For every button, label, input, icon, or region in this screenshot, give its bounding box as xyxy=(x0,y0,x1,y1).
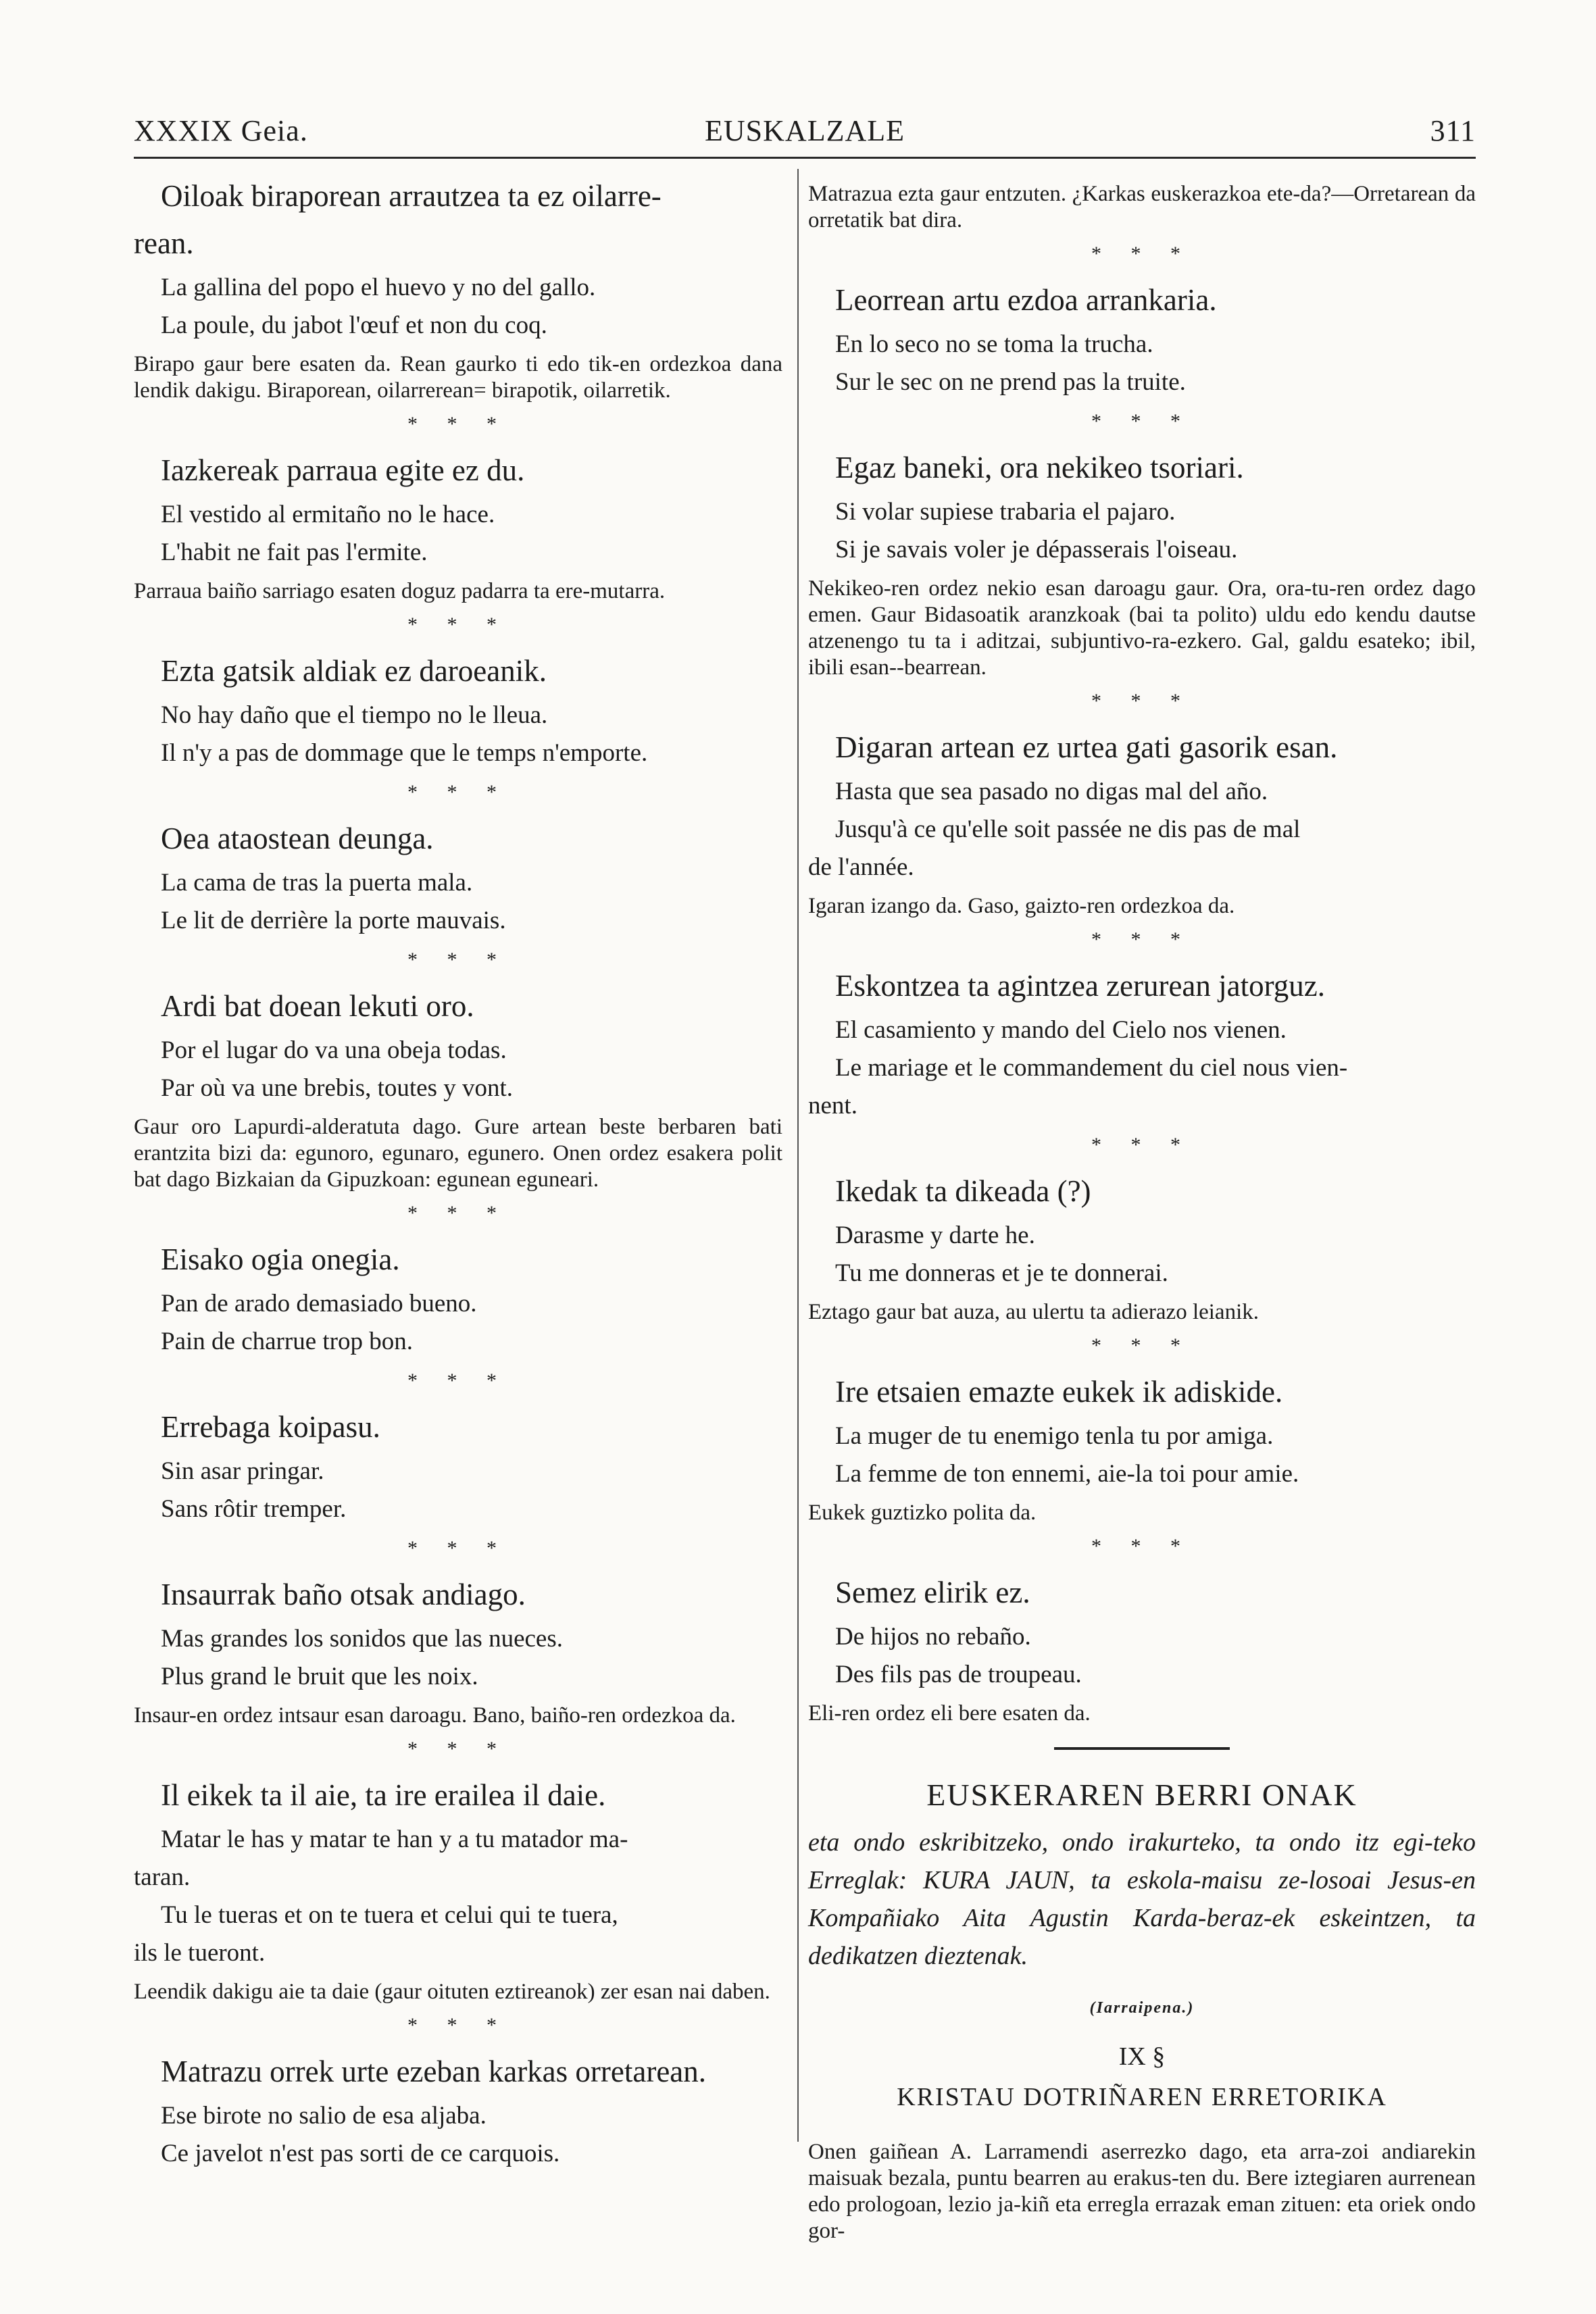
right-entries xyxy=(808,181,1476,1727)
separator-stars: * * * xyxy=(407,613,509,636)
proverb-title: Leorrean artu ezdoa arrankaria. xyxy=(835,283,1217,317)
french-translation: Tu le tueras et on te tuera et celui qui te tuera, xyxy=(161,1901,618,1929)
french-translation: Pain de charrue trop bon. xyxy=(161,1328,413,1355)
proverb-entry xyxy=(808,1169,1476,1326)
spanish-translation: El casamiento y mando del Cielo nos vienen. xyxy=(835,1016,1287,1044)
separator-stars: * * * xyxy=(407,1202,509,1224)
separator-stars: * * * xyxy=(407,2014,509,2036)
commentary-note: Nekikeo-ren ordez nekio esan daroagu gaur. Ora, ora-tu-ren ordez dago emen. Gaur Bidasoatik aranzkoak (bai ta polito) uldu edo kendu dautse atzenengo tu ta i aditzai, subjuntivo-ra-ezkero. Gal, galdu esateko; ibil, ibili esan--bearrean. xyxy=(808,576,1476,680)
proverb-title: Ikedak ta dikeada (?) xyxy=(835,1174,1091,1208)
journal-title: EUSKALZALE xyxy=(705,114,905,147)
separator-stars: * * * xyxy=(407,781,509,803)
french-translation: Si je savais voler je dépasserais l'oiseau. xyxy=(835,536,1238,563)
french-translation: La poule, du jabot l'œuf et non du coq. xyxy=(161,311,547,339)
separator-stars: * * * xyxy=(407,413,509,435)
proverb-entry xyxy=(808,964,1476,1125)
proverb-title: Insaurrak baño otsak andiago. xyxy=(161,1578,526,1611)
proverb-entry xyxy=(134,649,782,772)
proverb-entry xyxy=(134,174,782,404)
spanish-translation: Darasme y darte he. xyxy=(835,1222,1035,1249)
header-rule xyxy=(134,157,1476,159)
separator-stars: * * * xyxy=(407,1537,509,1559)
proverb-title: Il eikek ta il aie, ta ire erailea il daie. xyxy=(161,1778,606,1812)
proverb-entry xyxy=(134,1774,782,2005)
french-translation: Le mariage et le commandement du ciel nous vien- xyxy=(835,1054,1348,1082)
proverb-entry xyxy=(134,1405,782,1528)
continuation-marker: (Iarraipena.) xyxy=(1089,1999,1195,2017)
spanish-translation: Sin asar pringar. xyxy=(161,1457,324,1485)
french-translation: Le lit de derrière la porte mauvais. xyxy=(161,907,506,934)
commentary-note: Insaur-en ordez intsaur esan daroagu. Bano, baiño-ren ordezkoa da. xyxy=(134,1703,736,1728)
french-translation: Jusqu'à ce qu'elle soit passée ne dis pas de mal xyxy=(835,815,1301,843)
french-translation: La femme de ton ennemi, aie-la toi pour amie. xyxy=(835,1460,1299,1488)
proverb-entry xyxy=(808,726,1476,920)
french-translation: L'habit ne fait pas l'ermite. xyxy=(161,538,428,566)
separator-stars: * * * xyxy=(1091,410,1193,432)
right-column xyxy=(808,174,1476,2244)
proverb-entry xyxy=(808,278,1476,401)
commentary-note: Eukek guztizko polita da. xyxy=(808,1501,1037,1525)
chapter-number: IX § xyxy=(1118,2042,1166,2071)
spanish-translation: Mas grandes los sonidos que las nueces. xyxy=(161,1625,563,1653)
commentary-note: Matrazua ezta gaur entzuten. ¿Karkas euskerazkoa ete-da?—Orretarean da orretatik bat dira. xyxy=(808,182,1476,232)
commentary-note: Eli-ren ordez eli bere esaten da. xyxy=(808,1701,1091,1726)
french-translation-cont: ils le tueront. xyxy=(134,1939,266,1967)
separator-stars: * * * xyxy=(407,949,509,971)
proverb-title: Oiloak biraporean arrautzea ta ez oilarre- xyxy=(161,179,662,213)
french-translation: Sur le sec on ne prend pas la truite. xyxy=(835,368,1186,396)
spanish-translation: Si volar supiese trabaria el pajaro. xyxy=(835,498,1176,526)
french-translation-cont: nent. xyxy=(808,1092,857,1120)
proverb-title: Egaz baneki, ora nekikeo tsoriari. xyxy=(835,451,1244,484)
proverb-title: Matrazu orrek urte ezeban karkas orretarean. xyxy=(161,2055,707,2088)
commentary-note: Birapo gaur bere esaten da. Rean gaurko ti edo tik-en ordezkoa dana lendik dakigu. Biraporean, oilarrerean= birapotik, oilarretik. xyxy=(134,352,782,403)
french-translation: Il n'y a pas de dommage que le temps n'emporte. xyxy=(161,739,648,767)
proverb-title: Oea ataostean deunga. xyxy=(161,822,434,855)
proverb-entry xyxy=(808,181,1476,234)
proverb-title-cont: rean. xyxy=(134,226,194,260)
spanish-translation: El vestido al ermitaño no le hace. xyxy=(161,501,495,528)
chapter-heading: KRISTAU DOTRIÑAREN ERRETORIKA xyxy=(897,2083,1387,2111)
running-header xyxy=(134,114,1476,154)
spanish-translation: Por el lugar do va una obeja todas. xyxy=(161,1036,507,1064)
separator-stars: * * * xyxy=(1091,928,1193,951)
proverb-title: Digaran artean ez urtea gati gasorik esan. xyxy=(835,730,1338,764)
proverb-entry xyxy=(134,984,782,1193)
separator-stars: * * * xyxy=(1091,243,1193,265)
proverb-title: Errebaga koipasu. xyxy=(161,1410,380,1444)
spanish-translation: La cama de tras la puerta mala. xyxy=(161,869,473,897)
page-number: 311 xyxy=(1430,114,1476,147)
proverb-entry xyxy=(134,449,782,605)
commentary-note: Igaran izango da. Gaso, gaizto-ren ordezkoa da. xyxy=(808,894,1235,918)
separator-stars: * * * xyxy=(1091,1334,1193,1357)
left-column xyxy=(134,174,782,2173)
spanish-translation: No hay daño que el tiempo no le lleua. xyxy=(161,701,548,729)
column-divider xyxy=(797,169,799,2142)
proverb-title: Ire etsaien emazte eukek ik adiskide. xyxy=(835,1375,1283,1409)
french-translation: Sans rôtir tremper. xyxy=(161,1495,347,1523)
spanish-translation: Ese birote no salio de esa aljaba. xyxy=(161,2102,487,2130)
proverb-title: Semez elirik ez. xyxy=(835,1576,1030,1609)
french-translation: Des fils pas de troupeau. xyxy=(835,1661,1082,1688)
proverb-title: Ezta gatsik aldiak ez daroeanik. xyxy=(161,654,547,688)
issue-number: XXXIX Geia. xyxy=(134,114,308,147)
spanish-translation: Hasta que sea pasado no digas mal del año. xyxy=(835,778,1268,805)
spanish-translation: De hijos no rebaño. xyxy=(835,1623,1031,1651)
proverb-title: Ardi bat doean lekuti oro. xyxy=(161,989,474,1023)
proverb-entry xyxy=(134,1573,782,1729)
spanish-translation: Matar le has y matar te han y a tu matador ma- xyxy=(161,1826,628,1853)
proverb-entry xyxy=(134,1238,782,1361)
section-body: Onen gaiñean A. Larramendi aserrezko dago, eta arra-zoi andiarekin maisuak bezala, puntu bearren au erakus-ten du. Bere iztegiaren aurrenean edo prologoan, lezio ja-kiñ eta erregla errazak eman zituen: eta oriek ondo gor- xyxy=(808,2140,1476,2243)
proverb-entry xyxy=(808,446,1476,681)
spanish-translation: En lo seco no se toma la trucha. xyxy=(835,330,1153,358)
section-subtitle: eta ondo eskribitzeko, ondo irakurteko, ta ondo itz egi-teko Erreglak: KURA JAUN, ta eskola-maisu ze-losoai Jesus-en Kompañiako Aita Agustin Karda-beraz-ek eskeintzen, ta dedikatzen dieztenak. xyxy=(808,1828,1476,1970)
french-translation: Par où va une brebis, toutes y vont. xyxy=(161,1074,513,1102)
proverb-entry xyxy=(808,1370,1476,1526)
separator-stars: * * * xyxy=(407,1369,509,1392)
french-translation: Plus grand le bruit que les noix. xyxy=(161,1663,478,1690)
french-translation: Ce javelot n'est pas sorti de ce carquois. xyxy=(161,2140,560,2167)
spanish-translation: Pan de arado demasiado bueno. xyxy=(161,1290,477,1317)
spanish-translation: La muger de tu enemigo tenla tu por amiga. xyxy=(835,1422,1274,1450)
commentary-note: Parraua baiño sarriago esaten doguz padarra ta ere-mutarra. xyxy=(134,579,666,603)
proverb-entry xyxy=(808,1571,1476,1727)
proverb-title: Iazkereak parraua egite ez du. xyxy=(161,453,525,487)
proverb-title: Eisako ogia onegia. xyxy=(161,1242,400,1276)
spanish-translation-cont: taran. xyxy=(134,1863,191,1891)
commentary-note: Gaur oro Lapurdi-alderatuta dago. Gure artean beste berbaren bati erantzita bizi da: egunoro, egunaro, egunero. Onen ordez esakera polit bat dago Bizkaian da Gipuzkoan: egunean eguneari. xyxy=(134,1115,782,1192)
separator-stars: * * * xyxy=(1091,1134,1193,1156)
section-title: EUSKERAREN BERRI ONAK xyxy=(926,1778,1357,1812)
spanish-translation: La gallina del popo el huevo y no del gallo. xyxy=(161,274,596,301)
commentary-note: Leendik dakigu aie ta daie (gaur oituten eztireanok) zer esan nai daben. xyxy=(134,1980,770,2004)
french-translation: Tu me donneras et je te donnerai. xyxy=(835,1259,1168,1287)
separator-stars: * * * xyxy=(1091,690,1193,712)
separator-stars: * * * xyxy=(1091,1535,1193,1557)
proverb-entry xyxy=(134,817,782,940)
proverb-entry xyxy=(134,2050,782,2173)
commentary-note: Eztago gaur bat auza, au ulertu ta adierazo leianik. xyxy=(808,1300,1259,1324)
french-translation-cont: de l'année. xyxy=(808,853,914,881)
proverb-title: Eskontzea ta agintzea zerurean jatorguz. xyxy=(835,969,1326,1003)
separator-stars: * * * xyxy=(407,1738,509,1760)
section-rule xyxy=(1054,1747,1230,1750)
